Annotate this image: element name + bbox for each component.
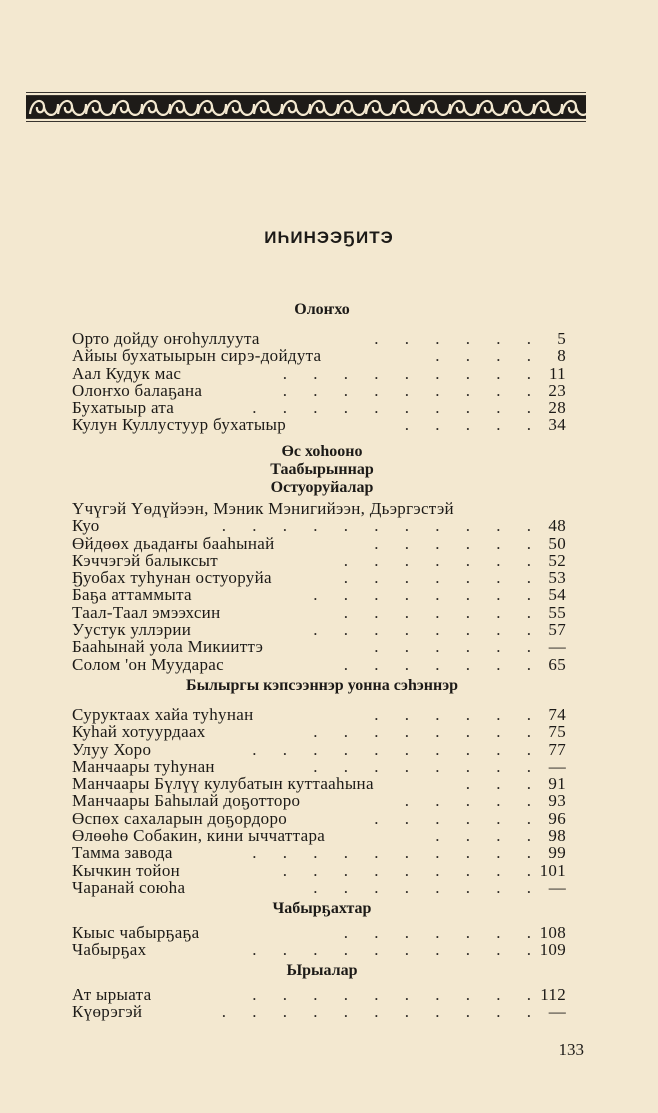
- entry-title: Үчүгэй Үөдүйээн, Мэник Мэнигийээн, Дьэргэстэй: [72, 499, 454, 518]
- entry-page: —: [548, 1002, 566, 1022]
- entry-title: Бухатыыр ата: [72, 398, 175, 418]
- section-heading: Олоҥхо: [294, 301, 350, 318]
- entry-page: 96: [548, 808, 566, 828]
- entry-title: Кыыс чабырҕаҕа: [72, 923, 200, 942]
- entry-title: Солом 'он Муударас: [72, 654, 224, 674]
- entry-page: 65: [548, 654, 566, 674]
- entry-page: —: [548, 877, 566, 897]
- toc-entry: Кэччэгэй балыксыт . . . . . . . 52: [72, 550, 566, 570]
- entry-page: 99: [548, 843, 566, 863]
- toc-list-stories: [72, 706, 572, 896]
- entry-title: Кэччэгэй балыксыт: [72, 550, 219, 570]
- section-heading: Өс хоһооно: [281, 443, 363, 460]
- entry-title: Аал Кудук мас: [72, 363, 182, 383]
- entry-title: Манчаары Бүлүү кулубатын куттааһына: [72, 774, 374, 794]
- toc-entry: Өспөх сахаларын доҕордоро . . . . . . 96: [72, 808, 566, 828]
- entry-title: Уустук уллэрии: [72, 620, 192, 640]
- entry-title: Куо: [72, 516, 100, 536]
- entry-page: 34: [548, 415, 566, 435]
- entry-title: Орто дойду оҥоһуллуута: [72, 329, 260, 348]
- entry-page: 108: [539, 923, 566, 942]
- entry-page: 5: [557, 329, 566, 348]
- entry-title: Олоҥхо балаҕана: [72, 380, 203, 400]
- toc-entry: Тамма завода . . . . . . . . . . 99: [72, 843, 566, 863]
- toc-entry: Манчаары туһунан . . . . . . . . —: [72, 756, 566, 776]
- entry-page: 52: [548, 550, 566, 570]
- entry-page: 8: [557, 346, 566, 366]
- toc-entry: Суруктаах хайа туһунан . . . . . . 74: [72, 705, 566, 724]
- section-heading: Ырыалар: [286, 962, 358, 979]
- entry-page: 112: [540, 985, 566, 1004]
- entry-title: Тамма завода: [72, 843, 173, 863]
- section-heading: Остуоруйалар: [270, 479, 374, 496]
- entry-title: Куһай хотуурдаах: [72, 722, 206, 742]
- entry-page: 98: [548, 826, 566, 846]
- entry-page: 28: [548, 398, 566, 418]
- page-title: ИҺИНЭЭҔИТЭ: [264, 228, 394, 247]
- toc-entry: Күөрэгэй . . . . . . . . . . . —: [72, 1002, 566, 1022]
- toc-entry: [72, 500, 572, 517]
- entry-title: Өйдөөх дьадаҥы бааһынай: [72, 533, 275, 553]
- toc-entry: Ҕуобах туһунан остуоруйа . . . . . . . 53: [72, 568, 566, 588]
- toc-entry: Куһай хотуурдаах . . . . . . . . 75: [72, 722, 566, 742]
- entry-title: Улуу Хоро: [72, 739, 152, 759]
- entry-page: 91: [548, 774, 566, 794]
- entry-page: 75: [548, 722, 566, 742]
- ornamental-border: [26, 92, 586, 122]
- toc-entry: Өйдөөх дьадаҥы бааһынай . . . . . . 50: [72, 533, 566, 553]
- toc-list-songs: [72, 986, 572, 1021]
- toc-entry: Орто дойду оҥоһуллуута . . . . . . 5: [72, 329, 566, 348]
- toc-entry: Баҕа аттаммыта . . . . . . . . 54: [72, 585, 566, 605]
- toc-list-tales: [72, 500, 572, 673]
- toc-entry: Бааһынай уола Микииттэ . . . . . . —: [72, 637, 566, 657]
- section-heading: Чабырҕахтар: [272, 900, 372, 917]
- toc-entry: Улуу Хоро . . . . . . . . . . 77: [72, 739, 566, 759]
- entry-title: Чабырҕах: [72, 940, 147, 960]
- section-chabyrgakh: [72, 900, 572, 918]
- entry-title: Өспөх сахаларын доҕордоро: [72, 808, 288, 828]
- entry-title: Күөрэгэй: [72, 1002, 143, 1022]
- section-heading: Былыргы кэпсээннэр уонна сэһэннэр: [185, 677, 459, 694]
- entry-page: 55: [548, 602, 566, 622]
- entry-page: 74: [548, 705, 566, 724]
- toc-entry: Ат ырыата . . . . . . . . . . 112: [72, 985, 566, 1004]
- entry-page: 11: [549, 363, 566, 383]
- entry-page: —: [548, 756, 566, 776]
- entry-page: 23: [548, 380, 566, 400]
- entry-title: Айыы бухатыырын сирэ-дойдута: [72, 346, 322, 366]
- toc-entry: Кыыс чабырҕаҕа . . . . . . . 108: [72, 923, 566, 942]
- entry-title: Кулун Куллустуур бухатыыр: [72, 415, 287, 435]
- entry-title: Таал-Таал эмээхсин: [72, 602, 221, 622]
- toc-entry: Кычкин тойон . . . . . . . . . 101: [72, 860, 566, 880]
- page-number: 133: [558, 1040, 584, 1059]
- toc-entry: Манчаары Бүлүү кулубатын куттааһына . . . 91: [72, 774, 566, 794]
- toc-list-chabyrgakh: [72, 924, 572, 959]
- entry-page: 109: [539, 940, 566, 960]
- toc-entry: Солом 'он Муударас . . . . . . . 65: [72, 654, 566, 674]
- entry-page: 101: [539, 860, 566, 880]
- entry-title: Чаранай союһа: [72, 877, 186, 897]
- section-old-stories: [72, 677, 572, 695]
- toc-entry: Кулун Куллустуур бухатыыр . . . . . 34: [72, 415, 566, 435]
- section-olonkho: [72, 301, 572, 319]
- toc-entry: Чаранай союһа . . . . . . . . —: [72, 877, 566, 897]
- ornament-pattern: [26, 92, 586, 122]
- entry-title: Манчаары Баһылай доҕотторо: [72, 791, 301, 811]
- section-heading: Таабырыннар: [270, 461, 374, 478]
- entry-title: Бааһынай уола Микииттэ: [72, 637, 264, 657]
- toc-entry: Чабырҕах . . . . . . . . . . 109: [72, 940, 566, 960]
- entry-title: Ҕуобах туһунан остуоруйа: [72, 568, 272, 588]
- entry-title: Суруктаах хайа туһунан: [72, 705, 254, 724]
- entry-page: 93: [548, 791, 566, 811]
- entry-page: 53: [548, 568, 566, 588]
- entry-title: Баҕа аттаммыта: [72, 585, 192, 605]
- entry-page: 50: [548, 533, 566, 553]
- entry-page: 57: [548, 620, 566, 640]
- toc-entry: Олоҥхо балаҕана . . . . . . . . . 23: [72, 380, 566, 400]
- toc-entry: Аал Кудук мас . . . . . . . . . 11: [72, 363, 566, 383]
- entry-page: 77: [548, 739, 566, 759]
- toc-entry: Манчаары Баһылай доҕотторо . . . . . 93: [72, 791, 566, 811]
- entry-title: Ат ырыата: [72, 985, 152, 1004]
- toc-entry: Уустук уллэрии . . . . . . . . 57: [72, 620, 566, 640]
- toc-entry: Куо . . . . . . . . . . . 48: [72, 516, 566, 536]
- toc-entry: Өлөөһө Собакин, кини ыччаттара . . . . 98: [72, 826, 566, 846]
- entry-title: Манчаары туһунан: [72, 756, 215, 776]
- toc-entry: Бухатыыр ата . . . . . . . . . . 28: [72, 398, 566, 418]
- toc-entry: Айыы бухатыырын сирэ-дойдута . . . . 8: [72, 346, 566, 366]
- entry-page: 54: [548, 585, 566, 605]
- section-proverbs-riddles-tales: [72, 443, 572, 497]
- toc-entry: Таал-Таал эмээхсин . . . . . . . 55: [72, 602, 566, 622]
- toc-list-olonkho: [72, 330, 572, 434]
- entry-title: Кычкин тойон: [72, 860, 181, 880]
- entry-title: Өлөөһө Собакин, кини ыччаттара: [72, 826, 326, 846]
- entry-page: 48: [548, 516, 566, 536]
- entry-page: —: [548, 637, 566, 657]
- section-songs: [72, 962, 572, 980]
